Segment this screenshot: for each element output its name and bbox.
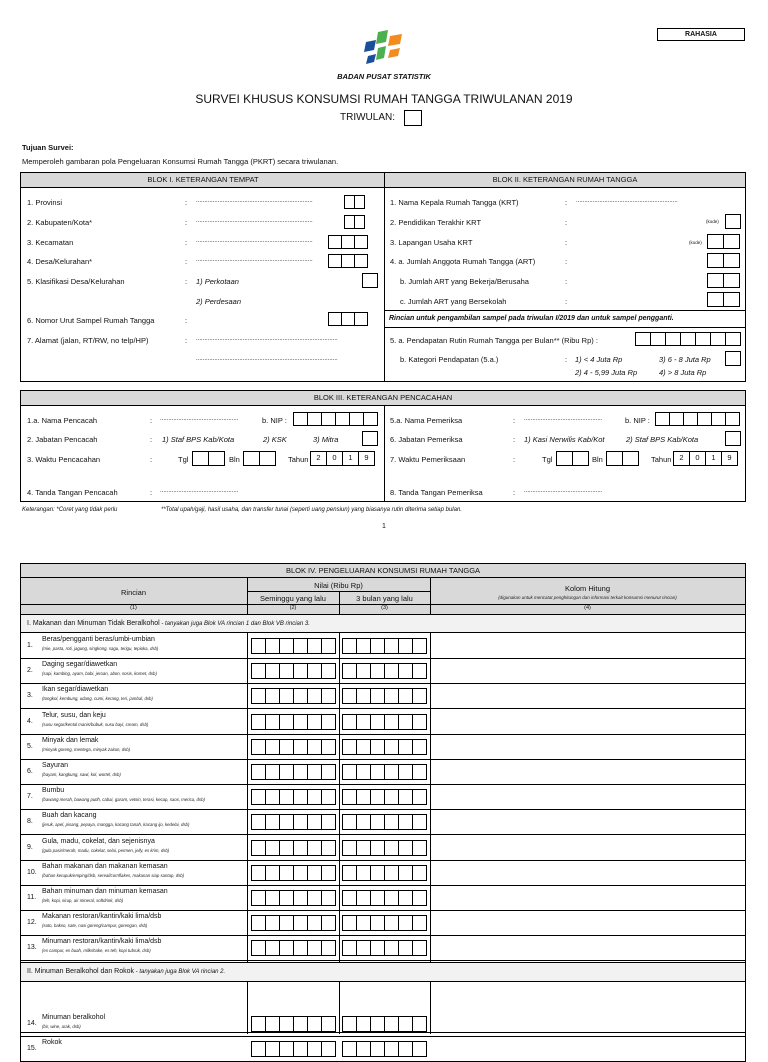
- tiga-bulan-input[interactable]: [343, 940, 427, 956]
- col-hitung-note: (digunakan untuk mencatat penghitungan dan informasi terkait konsumsi menurut rincian): [498, 595, 677, 600]
- blok-3-title: BLOK III. KETERANGAN PENCACAHAN: [313, 393, 453, 402]
- seminggu-input[interactable]: [252, 1016, 336, 1032]
- tahun-label: Tahun: [288, 455, 309, 464]
- colon: :: [565, 257, 568, 266]
- year-digit: 1: [705, 451, 722, 466]
- tiga-bulan-input[interactable]: [343, 638, 427, 654]
- item-name: Minuman restoran/kantin/kaki lima/dsb: [42, 938, 162, 946]
- colon: :: [513, 416, 516, 425]
- b3-waktu-pemeriksaan: 7. Waktu Pemeriksaan: [390, 455, 466, 464]
- kode-label: (kode): [689, 240, 702, 245]
- dots: .............................................................: [576, 198, 678, 204]
- tiga-bulan-input[interactable]: [343, 814, 427, 830]
- kategori-code[interactable]: [725, 351, 741, 366]
- nip-pencacah[interactable]: [294, 412, 378, 426]
- colon: :: [513, 435, 516, 444]
- seminggu-input[interactable]: [252, 739, 336, 755]
- col-seminggu: Seminggu yang lalu: [260, 594, 326, 603]
- b3-nama-pemeriksa: 5.a. Nama Pemeriksa: [390, 416, 463, 425]
- nip-label: b. NIP :: [625, 416, 650, 425]
- b1-nomor-urut: 6. Nomor Urut Sampel Rumah Tangga: [27, 316, 155, 325]
- tujuan-label: Tujuan Survei:: [22, 143, 74, 152]
- rahasia-label: RAHASIA: [685, 31, 717, 38]
- tgl-pemeriksaan[interactable]: [557, 451, 589, 466]
- pendidikan-code[interactable]: [725, 214, 741, 229]
- option-perkotaan: 1) Perkotaan: [196, 277, 239, 286]
- dots: ...............................................: [160, 416, 239, 422]
- section-1-note: - tanyakan juga Blok VA rincian 1 dan Blok VB rincian 3.: [159, 621, 310, 627]
- triwulan-input[interactable]: [404, 110, 422, 126]
- art-bekerja-code[interactable]: [708, 273, 740, 288]
- section-2-title: II. Minuman Beralkohol dan Rokok: [27, 968, 134, 975]
- col-3bulan: 3 bulan yang lalu: [356, 594, 413, 603]
- bln-pemeriksaan[interactable]: [607, 451, 639, 466]
- dots: .....................................................................................: [196, 336, 338, 342]
- kategori-4: 4) > 8 Juta Rp: [659, 368, 707, 377]
- item-sub: (bayam, kangkung, sawi, kol, wortel, dsb): [42, 772, 121, 777]
- item-name: Sayuran: [42, 762, 69, 769]
- b2-art-sekolah: c. Jumlah ART yang Bersekolah: [400, 297, 507, 306]
- blok-2-title: BLOK II. KETERANGAN RUMAH TANGGA: [492, 175, 638, 184]
- colon: :: [185, 316, 188, 325]
- colon: :: [513, 488, 516, 497]
- b1-klasifikasi: 5. Klasifikasi Desa/Kelurahan: [27, 277, 125, 286]
- dots: ......................................................................: [196, 257, 313, 263]
- blok-4-title: BLOK IV. PENGELUARAN KONSUMSI RUMAH TANGGA: [285, 566, 481, 575]
- item-no: 2.: [27, 667, 33, 675]
- jabatan-option-3: 3) Mitra: [313, 435, 339, 444]
- colon: :: [565, 238, 568, 247]
- colon: :: [565, 297, 568, 306]
- kolom-hitung-cell[interactable]: [431, 785, 745, 810]
- seminggu-input[interactable]: [252, 915, 336, 931]
- item-sub: (susu segar/kental manis/bubuk, susu bayi, cream, dsb): [42, 721, 149, 727]
- tgl-label: Tgl: [178, 455, 189, 464]
- b1-alamat: 7. Alamat (jalan, RT/RW, no telp/HP): [27, 336, 149, 345]
- col-num: (3): [381, 605, 388, 611]
- dots: ...............................................: [524, 488, 603, 494]
- item-no: 11.: [27, 894, 37, 901]
- item-no: 1.: [27, 642, 33, 649]
- tiga-bulan-input[interactable]: [343, 789, 427, 805]
- colon: :: [185, 277, 188, 286]
- section-2-label: [27, 968, 225, 975]
- klasifikasi-code[interactable]: [362, 273, 378, 288]
- tgl-pencacahan[interactable]: [193, 451, 225, 466]
- colon: :: [150, 455, 153, 464]
- page-number: 1: [382, 523, 386, 530]
- dots: .....................................................................................: [196, 356, 338, 362]
- item-no: 8.: [27, 818, 33, 826]
- b2-lapangan: 3. Lapangan Usaha KRT: [390, 238, 473, 247]
- blok-2-header: [385, 173, 745, 188]
- provinsi-code[interactable]: [345, 195, 365, 209]
- b1-desa: 4. Desa/Kelurahan*: [27, 257, 93, 266]
- item-no: 10.: [27, 868, 37, 876]
- footnote-1: Keterangan: *Coret yang tidak perlu: [22, 507, 118, 513]
- nomor-urut-code[interactable]: [329, 312, 368, 326]
- tiga-bulan-input[interactable]: [343, 865, 427, 881]
- b1-kabupaten: 2. Kabupaten/Kota*: [27, 218, 93, 227]
- item-name: Buah dan kacang: [42, 812, 97, 820]
- col-num: (1): [130, 605, 137, 611]
- tiga-bulan-input[interactable]: [343, 1016, 427, 1032]
- dots: ......................................................................: [196, 238, 313, 244]
- b2-note: Rincian untuk pengambilan sampel pada triwulan I/2019 dan untuk sampel pengganti.: [389, 315, 674, 322]
- col-rincian: Rincian: [120, 588, 146, 597]
- col-num: (2): [289, 605, 297, 611]
- tiga-bulan-input[interactable]: [343, 890, 427, 906]
- seminggu-input[interactable]: [252, 1041, 336, 1057]
- footnote-2: **Total upah/gaji, hasil usaha, dan transfer tunai (seperti uang pensiun) yang biasanya rutin diterima setiap bulan.: [161, 507, 462, 513]
- item-name: Daging segar/diawetkan: [42, 661, 118, 669]
- seminggu-input[interactable]: [252, 638, 336, 654]
- item-sub: (es campur, es buah, milkshake, es teh, kopi tubruk, dsb): [42, 948, 151, 954]
- section-1-label: [27, 620, 310, 627]
- colon: :: [565, 277, 568, 286]
- bln-label: Bln: [229, 455, 240, 464]
- section-1-title: I. Makanan dan Minuman Tidak Beralkohol: [27, 620, 160, 627]
- year-digit: 0: [326, 451, 343, 466]
- b2-pendidikan: 2. Pendidikan Terakhir KRT: [390, 218, 482, 227]
- item-name: Beras/pengganti beras/umbi-umbian: [42, 636, 155, 643]
- dots: ...............................................: [524, 416, 603, 422]
- colon: :: [565, 218, 568, 227]
- colon: :: [185, 238, 188, 247]
- kolom-hitung-cell[interactable]: [431, 1037, 745, 1062]
- item-sub: (tongkol, kembung, udang, cumi, kerang, teri, jambal, dsb): [42, 696, 153, 702]
- item-name: Makanan restoran/kantin/kaki lima/dsb: [42, 913, 162, 921]
- kolom-hitung-cell[interactable]: [431, 735, 745, 760]
- item-name: Minyak dan lemak: [42, 736, 99, 744]
- seminggu-input[interactable]: [252, 840, 336, 856]
- kolom-hitung-cell[interactable]: [431, 810, 745, 835]
- nip-label: b. NIP :: [262, 416, 287, 425]
- colon: :: [185, 257, 188, 266]
- item-name: Bumbu: [42, 787, 65, 795]
- col-nilai: Nilai (Ribu Rp): [314, 581, 363, 590]
- blok-1-title: BLOK I. KETERANGAN TEMPAT: [147, 175, 259, 184]
- blok-1-header: [21, 173, 385, 188]
- lapangan-code[interactable]: [708, 234, 740, 249]
- bln-label: Bln: [592, 455, 603, 464]
- jabatan-pemeriksa-code[interactable]: [725, 431, 741, 446]
- tiga-bulan-input[interactable]: [343, 739, 427, 755]
- item-sub: (bahan kerupuk/emping/dsb, sereal/cornflakes, makanan siap santap, dsb): [42, 872, 185, 878]
- nip-pemeriksa[interactable]: [656, 412, 740, 426]
- item-name: Rokok: [42, 1039, 62, 1046]
- b3-jabatan-pencacah: 2. Jabatan Pencacah: [27, 435, 98, 444]
- kolom-hitung-cell[interactable]: [431, 634, 745, 659]
- item-sub: (gula pasir/merah, madu, cokelat, selai, permen, jelly, es krim, dsb): [42, 847, 170, 853]
- item-name: Bahan makanan dan makanan kemasan: [42, 862, 168, 870]
- item-sub: (soto, bakso, sate, nasi goreng/campur, gorengan, dsb): [42, 923, 148, 929]
- b2-pendapatan: 5. a. Pendapatan Rutin Rumah Tangga per Bulan** (Ribu Rp) :: [390, 336, 598, 345]
- tujuan-text: Memperoleh gambaran pola Pengeluaran Konsumsi Rumah Tangga (PKRT) secara triwulanan.: [22, 157, 339, 166]
- b3-nama-pencacah: 1.a. Nama Pencacah: [27, 416, 98, 425]
- dots: ...............................................: [160, 488, 239, 494]
- seminggu-input[interactable]: [252, 789, 336, 805]
- tiga-bulan-input[interactable]: [343, 915, 427, 931]
- item-sub: (minyak goreng, mentega, minyak zaitun, dsb): [42, 746, 131, 752]
- item-name: Bahan minuman dan minuman kemasan: [42, 888, 168, 895]
- item-no: 14.: [27, 1020, 37, 1027]
- item-no: 4.: [27, 717, 33, 725]
- blok-3-header: [21, 391, 745, 406]
- art-sekolah-code[interactable]: [708, 292, 740, 307]
- item-no: 12.: [27, 919, 37, 927]
- kabupaten-code[interactable]: [345, 215, 365, 229]
- bps-logo-icon: [362, 28, 408, 68]
- colon: :: [513, 455, 516, 464]
- item-no: 15.: [27, 1045, 37, 1052]
- kolom-hitung-cell[interactable]: [431, 760, 745, 785]
- year-digit: 9: [721, 451, 738, 466]
- desa-code[interactable]: [329, 254, 368, 268]
- seminggu-input[interactable]: [252, 764, 336, 780]
- seminggu-input[interactable]: [252, 890, 336, 906]
- b2-nama-krt: 1. Nama Kepala Rumah Tangga (KRT): [390, 198, 519, 207]
- kecamatan-code[interactable]: [329, 235, 368, 249]
- item-sub: (mie, pasta, roti, jagung, singkong, sagu, terigu, tepioka, dsb): [42, 646, 159, 651]
- dots: ......................................................................: [196, 218, 313, 224]
- bln-pencacahan[interactable]: [244, 451, 276, 466]
- tiga-bulan-input[interactable]: [343, 663, 427, 679]
- pemeriksa-option-1: 1) Kasi Nerwilis Kab/Kot: [524, 435, 605, 444]
- item-no: 6.: [27, 768, 33, 775]
- item-sub: (bir, wine, arak, dsb): [42, 1024, 81, 1029]
- jabatan-option-2: 2) KSK: [263, 435, 287, 444]
- tahun-pencacahan: [311, 451, 375, 466]
- b3-ttd-pencacah: 4. Tanda Tangan Pencacah: [27, 488, 118, 497]
- option-perdesaan: 2) Perdesaan: [196, 297, 242, 306]
- kolom-hitung-cell[interactable]: [431, 836, 745, 861]
- triwulan-label: TRIWULAN:: [340, 112, 395, 123]
- rahasia-box: [657, 28, 745, 41]
- colon: :: [185, 336, 188, 345]
- tgl-label: Tgl: [542, 455, 553, 464]
- kolom-hitung-cell[interactable]: [431, 684, 745, 709]
- item-no: 13.: [27, 944, 37, 952]
- b2-kategori: b. Kategori Pendapatan (5.a.): [400, 355, 499, 364]
- kolom-hitung-cell[interactable]: [431, 936, 745, 961]
- colon: :: [150, 416, 153, 425]
- kategori-1: 1) < 4 Juta Rp: [575, 355, 623, 364]
- tiga-bulan-input[interactable]: [343, 764, 427, 780]
- page-title: SURVEI KHUSUS KONSUMSI RUMAH TANGGA TRIWULANAN 2019: [195, 92, 573, 106]
- item-sub: (bawang merah, bawang putih, cabai, garam, vetsin, terasi, kecap, saos, merica, dsb): [42, 797, 205, 803]
- item-name: Telur, susu, dan keju: [42, 711, 106, 719]
- colon: :: [150, 435, 153, 444]
- b3-ttd-pemeriksa: 8. Tanda Tangan Pemeriksa: [390, 488, 483, 497]
- kode-label: (kode): [706, 219, 719, 224]
- item-sub: (teh, kopi, sirup, air mineral, softdrink, dsb): [42, 898, 124, 903]
- tiga-bulan-input[interactable]: [343, 840, 427, 856]
- seminggu-input[interactable]: [252, 714, 336, 730]
- tiga-bulan-input[interactable]: [343, 1041, 427, 1057]
- item-no: 5.: [27, 742, 33, 750]
- kolom-hitung-cell[interactable]: [431, 886, 745, 911]
- colon: :: [565, 355, 568, 364]
- b2-jumlah-art: 4. a. Jumlah Anggota Rumah Tangga (ART): [390, 257, 536, 266]
- b2-art-bekerja: b. Jumlah ART yang Bekerja/Berusaha: [400, 277, 529, 286]
- year-digit: 0: [689, 451, 706, 466]
- seminggu-input[interactable]: [252, 663, 336, 679]
- kategori-2: 2) 4 - 5,99 Juta Rp: [575, 368, 638, 377]
- item-name: Minuman beralkohol: [42, 1014, 106, 1021]
- kolom-hitung-cell[interactable]: [431, 911, 745, 936]
- jabatan-option-1: 1) Staf BPS Kab/Kota: [162, 435, 235, 444]
- tahun-label: Tahun: [651, 455, 672, 464]
- item-sub: (sapi, kambing, ayam, babi, jeroan, abon, sosis, kornet, dsb): [42, 671, 157, 677]
- blok-4-header: [21, 564, 745, 578]
- colon: :: [150, 488, 153, 497]
- col-num: (4): [584, 605, 591, 611]
- colon: :: [565, 198, 568, 207]
- kolom-hitung-cell[interactable]: [431, 1012, 745, 1037]
- year-digit: 2: [673, 451, 690, 466]
- b3-jabatan-pemeriksa: 6. Jabatan Pemeriksa: [390, 435, 463, 444]
- item-name: Ikan segar/diawetkan: [42, 686, 109, 694]
- org-name: BADAN PUSAT STATISTIK: [337, 72, 431, 81]
- pemeriksa-option-2: 2) Staf BPS Kab/Kota: [626, 435, 699, 444]
- item-sub: (jeruk, apel, pisang, pepaya, mangga, kacang tanah, kacang ijo, kedelai, dsb): [42, 822, 190, 828]
- blok-3: [20, 390, 746, 502]
- col-hitung: Kolom Hitung: [564, 584, 611, 593]
- year-digit: 2: [310, 451, 327, 466]
- dots: ......................................................................: [196, 198, 313, 204]
- jumlah-art-code[interactable]: [708, 253, 740, 268]
- seminggu-input[interactable]: [252, 688, 336, 704]
- b1-provinsi: 1. Provinsi: [27, 198, 63, 207]
- kolom-hitung-cell[interactable]: [431, 710, 745, 735]
- tiga-bulan-input[interactable]: [343, 688, 427, 704]
- kolom-hitung-cell[interactable]: [431, 659, 745, 684]
- b1-kecamatan: 3. Kecamatan: [27, 238, 74, 247]
- tiga-bulan-input[interactable]: [343, 714, 427, 730]
- item-no: 7.: [27, 793, 33, 801]
- year-digit: 9: [358, 451, 375, 466]
- tahun-pemeriksaan: [674, 451, 738, 466]
- colon: :: [185, 218, 188, 227]
- seminggu-input[interactable]: [252, 814, 336, 830]
- item-name: Gula, madu, cokelat, dan sejenisnya: [42, 837, 155, 845]
- year-digit: 1: [342, 451, 359, 466]
- seminggu-input[interactable]: [252, 940, 336, 956]
- seminggu-input[interactable]: [252, 865, 336, 881]
- kolom-hitung-cell[interactable]: [431, 861, 745, 886]
- colon: :: [185, 198, 188, 207]
- item-no: 3.: [27, 692, 33, 700]
- b3-waktu-pencacahan: 3. Waktu Pencacahan: [27, 455, 101, 464]
- pendapatan-input[interactable]: [636, 332, 741, 346]
- kategori-3: 3) 6 - 8 Juta Rp: [659, 355, 711, 364]
- section-2-note: - tanyakan juga Blok VA rincian 2.: [134, 969, 226, 975]
- jabatan-pencacah-code[interactable]: [362, 431, 378, 446]
- item-no: 9.: [27, 843, 33, 851]
